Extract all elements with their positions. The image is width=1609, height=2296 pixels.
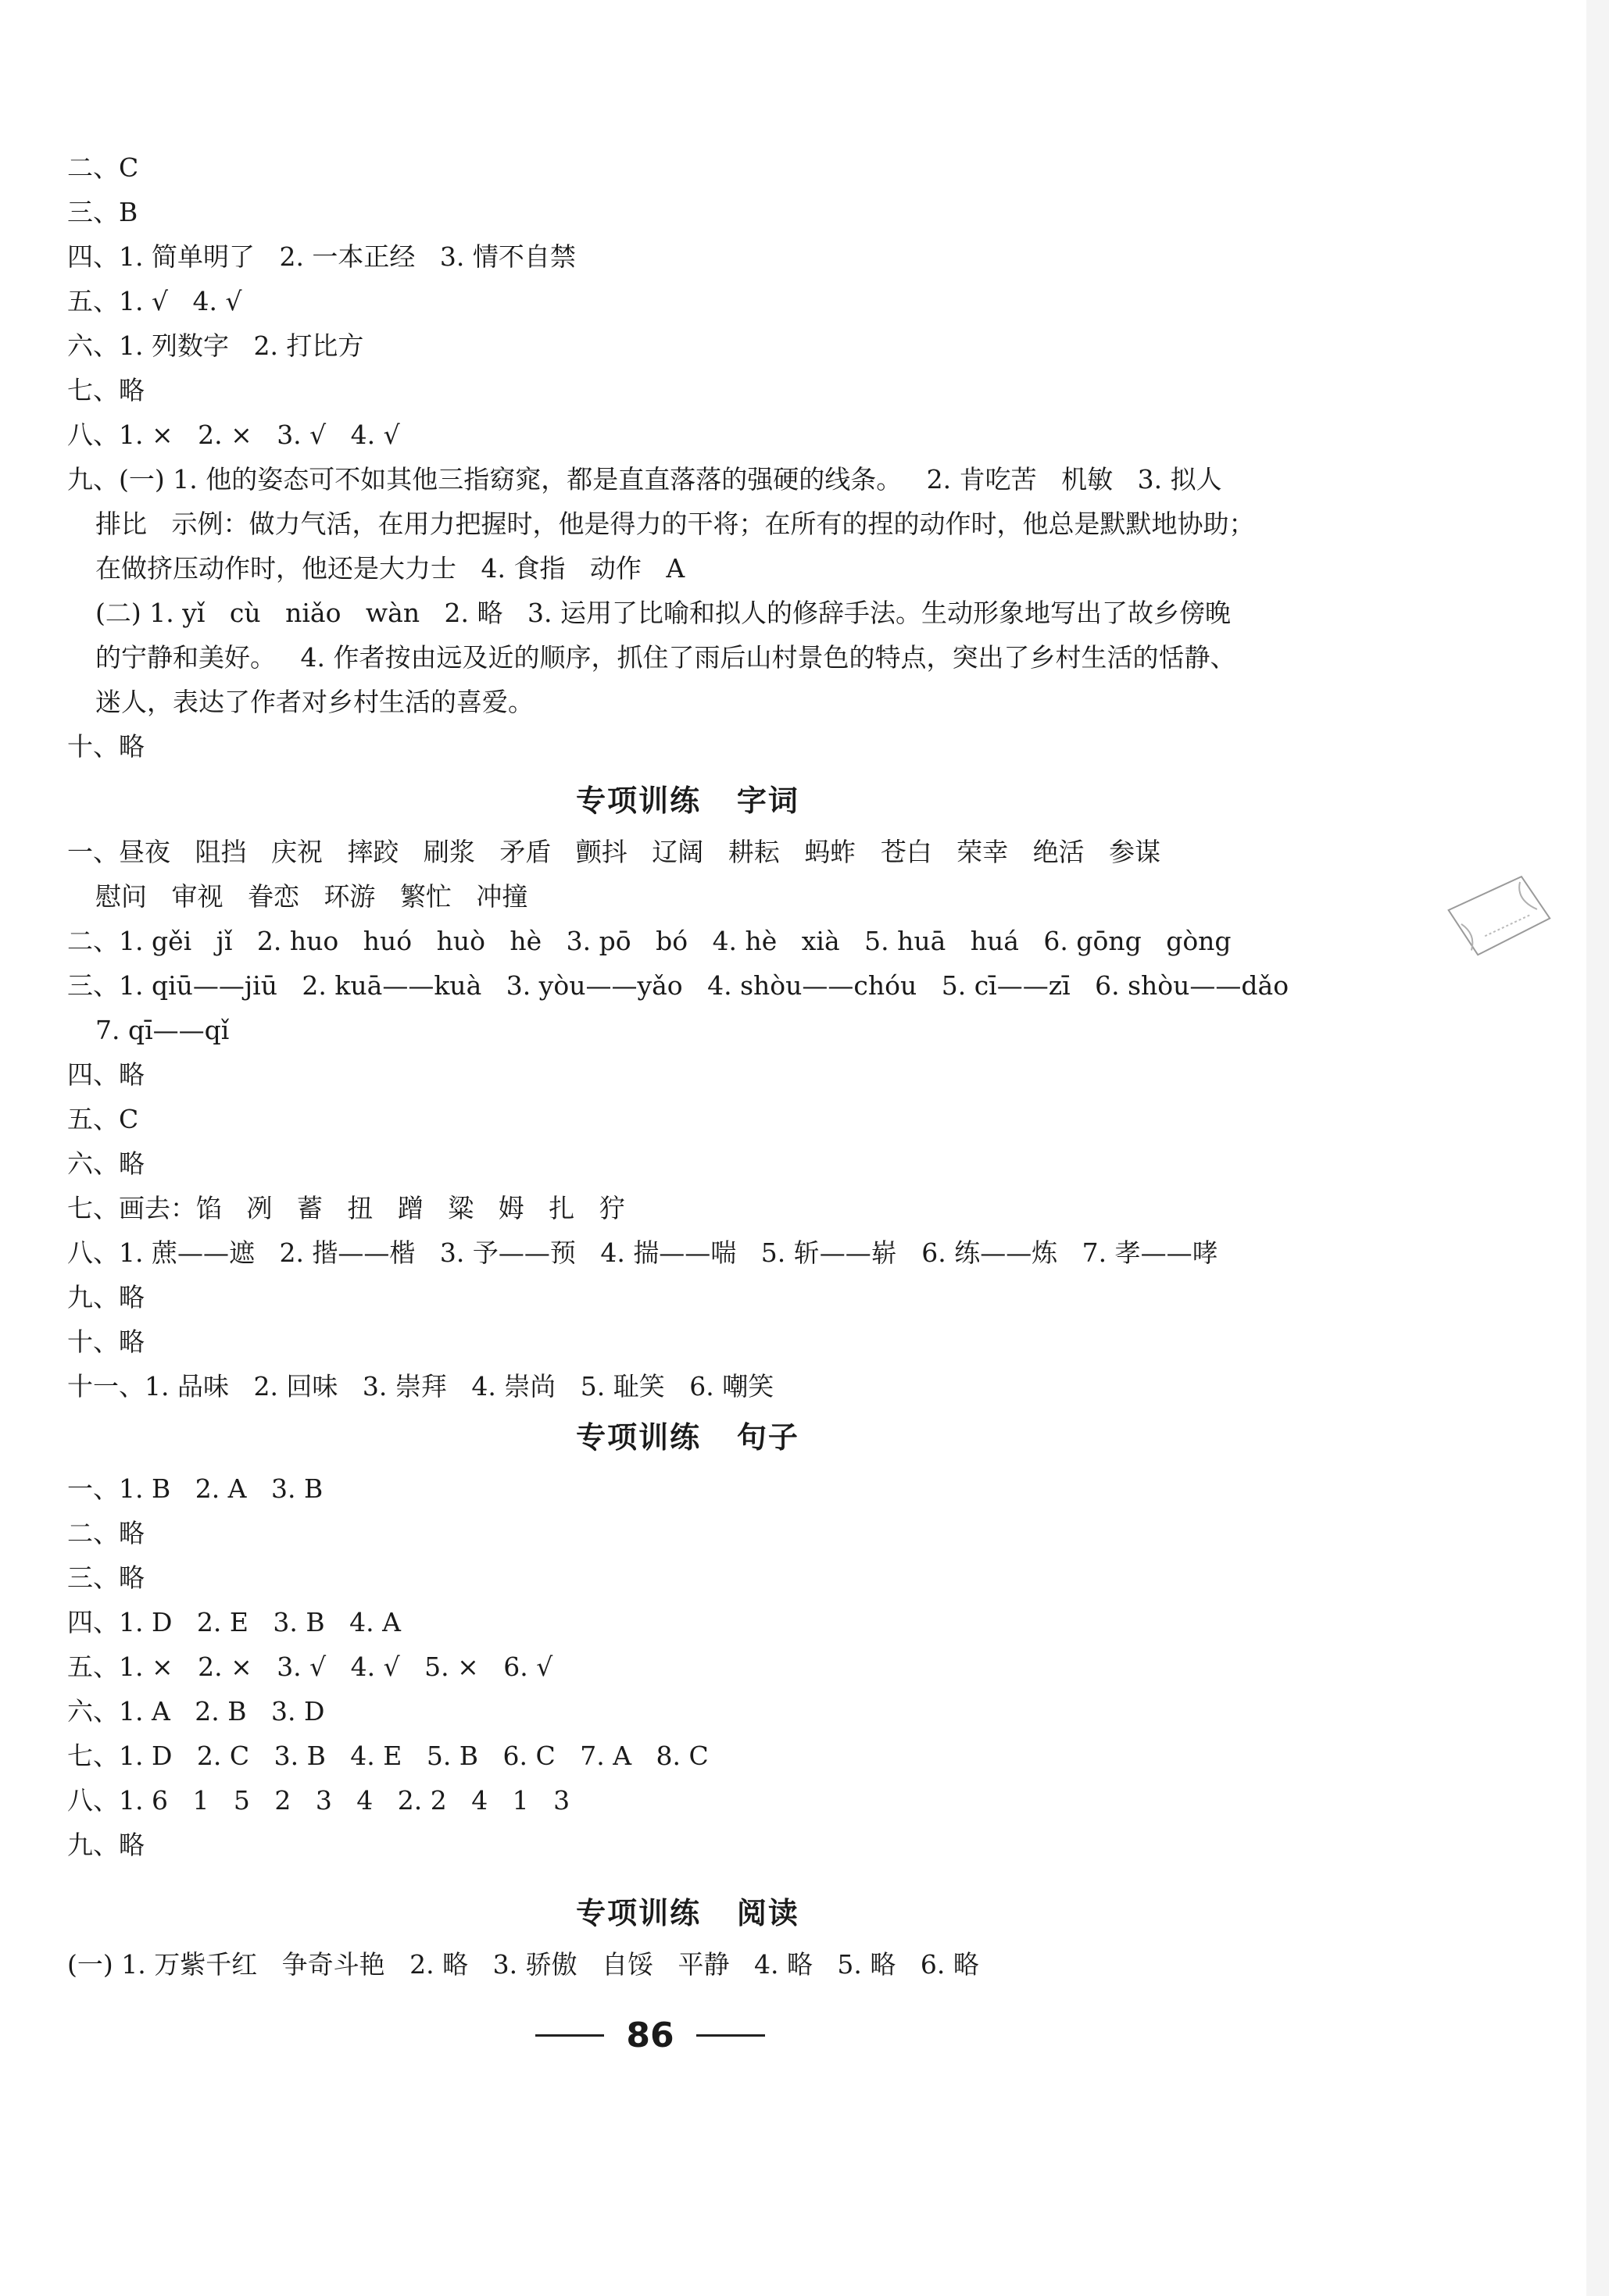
answer-line: 七、略	[67, 375, 145, 405]
answer-line: 五、1. √ 4. √	[67, 286, 242, 316]
answer-line: (一) 1. 万紫千红 争奇斗艳 2. 略 3. 骄傲 自馁 平静 4. 略 5. 略 6. 略	[67, 1949, 979, 1980]
page-number	[0, 2016, 1300, 2055]
section-ju-zi	[67, 1409, 1318, 1867]
scan-edge	[1586, 0, 1609, 2296]
answer-line: 九、(一) 1. 他的姿态可不如其他三指窈窕，都是直直落落的强硬的线条。 2. 肯吃苦 机敏 3. 拟人	[67, 464, 1222, 495]
answer-line: 在做挤压动作时，他还是大力士 4. 食指 动作 A	[95, 553, 685, 584]
answer-line: 迷人，表达了作者对乡村生活的喜爱。	[95, 687, 534, 717]
answer-line: 二、C	[67, 152, 139, 183]
answer-line: 四、略	[67, 1059, 145, 1090]
answer-line: 四、1. D 2. E 3. B 4. A	[67, 1607, 401, 1637]
answer-line: (二) 1. yǐ cù niǎo wàn 2. 略 3. 运用了比喻和拟人的修辞手法。生动形象地写出了故乡傍晚	[95, 598, 1231, 628]
answer-line: 九、略	[67, 1282, 145, 1312]
answer-line: 五、C	[67, 1104, 139, 1134]
answer-line: 七、1. D 2. C 3. B 4. E 5. B 6. C 7. A 8. C	[67, 1741, 709, 1771]
answer-line: 十一、1. 品味 2. 回味 3. 崇拜 4. 崇尚 5. 耻笑 6. 嘲笑	[67, 1371, 774, 1402]
answer-line: 六、略	[67, 1148, 145, 1179]
answer-line: 慰问 审视 眷恋 环游 繁忙 冲撞	[95, 881, 528, 912]
answer-line: 排比 示例：做力气活，在用力把握时，他是得力的干将；在所有的捏的动作时，他总是默默地协助；	[95, 509, 1255, 539]
answer-line: 三、1. qiū——jiū 2. kuā——kuà 3. yòu——yǎo 4. shòu——chóu 5. cī——zī 6. shòu——dǎo	[67, 970, 1289, 1001]
answer-content	[67, 145, 1318, 1987]
answer-line: 六、1. 列数字 2. 打比方	[67, 330, 364, 361]
page-number-text: 86	[626, 2016, 674, 2055]
answer-line: 十、略	[67, 1327, 145, 1357]
answer-line: 7. qī——qǐ	[95, 1015, 230, 1045]
answer-line: 九、略	[67, 1830, 145, 1860]
page-number-dash-right	[696, 2034, 765, 2037]
page-number-dash-left	[535, 2034, 604, 2037]
answer-line: 五、1. × 2. × 3. √ 4. √ 5. × 6. √	[67, 1651, 553, 1682]
section-heading: 专项训练 句子	[576, 1419, 799, 1455]
answer-line: 的宁静和美好。 4. 作者按由远及近的顺序，抓住了雨后山村景色的特点，突出了乡村生活的恬静、	[95, 642, 1236, 673]
answer-line: 二、1. gěi jǐ 2. huo huó huò hè 3. pō bó 4. hè xià 5. huā huá 6. gōng gòng	[67, 926, 1232, 956]
answer-line: 三、略	[67, 1562, 145, 1593]
answer-line: 十、略	[67, 731, 145, 762]
answer-line: 七、画去：馅 冽 蓄 扭 蹭 粱 姆 扎 狞	[67, 1193, 625, 1223]
watermark-stamp-icon	[1436, 864, 1564, 972]
answer-line: 一、昼夜 阻挡 庆祝 摔跤 刷浆 矛盾 颤抖 辽阔 耕耘 蚂蚱 苍白 荣幸 绝活 参谋	[67, 837, 1161, 867]
answer-line: 八、1. 6 1 5 2 3 4 2. 2 4 1 3	[67, 1785, 570, 1816]
answer-line: 一、1. B 2. A 3. B	[67, 1473, 324, 1504]
section-yue-du	[67, 1884, 1318, 1987]
answer-line: 四、1. 简单明了 2. 一本正经 3. 情不自禁	[67, 241, 576, 272]
section-continued-answers	[67, 145, 1318, 769]
section-heading: 专项训练 阅读	[576, 1895, 799, 1930]
section-ci-yu	[67, 772, 1318, 1409]
section-heading: 专项训练 字词	[576, 783, 799, 818]
answer-line: 二、略	[67, 1518, 145, 1548]
answer-line: 三、B	[67, 197, 138, 227]
answer-line: 六、1. A 2. B 3. D	[67, 1696, 325, 1726]
answer-line: 八、1. × 2. × 3. √ 4. √	[67, 420, 400, 450]
answer-line: 八、1. 蔗——遮 2. 揩——楷 3. 予——预 4. 揣——喘 5. 斩——崭 6. 练——炼 7. 孝——哮	[67, 1237, 1218, 1268]
